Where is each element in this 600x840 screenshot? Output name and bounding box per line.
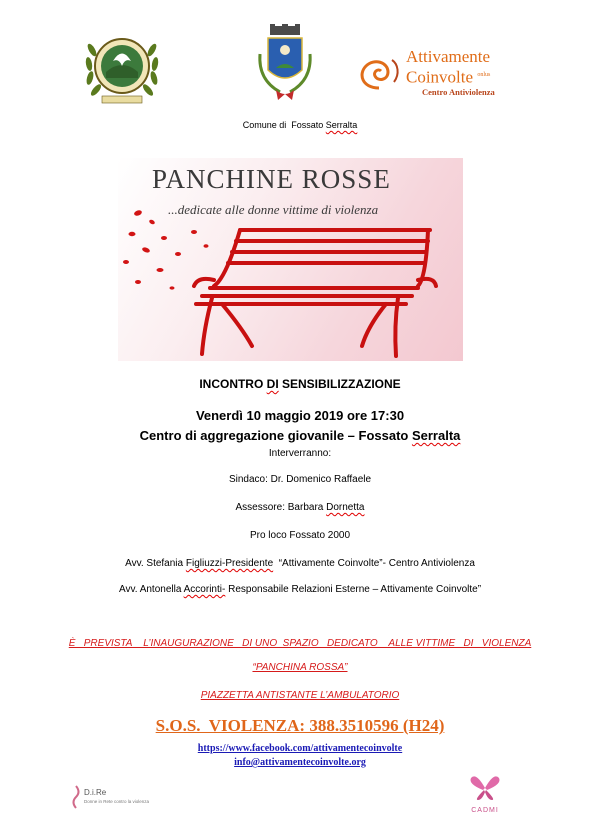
speaker-external-relations: Avv. Antonella Accorinti- Responsabile Relazioni Esterne – Attivamente Coinvolte” [118,584,482,595]
municipal-crest-logo [254,24,316,108]
speaker-proloco: Pro loco Fossato 2000 [249,530,351,541]
speaker-president: Avv. Stefania Figliuzzi-Presidente “Attivamente Coinvolte”- Centro Antiviolenza [125,558,475,569]
inauguration-notice: È PREVISTA L’INAUGURAZIONE DI UNO SPAZIO DEDICATO ALLE VITTIME DI VIOLENZA [68,638,532,649]
email-link[interactable]: info@attivamentecoinvolte.org [234,757,366,768]
email-link-row [0,752,600,770]
dire-logo [70,784,180,812]
banner-title: PANCHINE ROSSE [152,164,391,194]
red-bench-illustration [118,158,463,361]
dire-tagline: Donne in Rete contro la violenza [84,799,150,804]
association-seal-logo [84,28,160,108]
bench-name-notice: “PANCHINA ROSSA” [252,662,348,673]
cadmi-logo [468,772,502,816]
banner-subtitle: ...dedicate alle donne vittime di violenza [168,202,379,217]
brand-name-line1: Attivamente [406,47,491,66]
cadmi-label: CADMI [471,807,499,814]
event-heading: INCONTRO DI SENSIBILIZZAZIONE [199,377,401,391]
location-notice: PIAZZETTA ANTISTANTE L’AMBULATORIO [200,690,400,701]
panchine-rosse-banner [118,158,463,361]
speakers-intro: Interverranno: [268,448,332,459]
swirl-icon [354,52,404,92]
dire-mark-icon [70,784,82,812]
speaker-mayor: Sindaco: Dr. Domenico Raffaele [228,474,372,485]
event-place: Centro di aggregazione giovanile – Fossato Serralta [139,428,461,443]
speaker-councillor: Assessore: Barbara Dornetta [235,502,365,513]
dire-name: D.i.Re [84,788,107,797]
brand-name-line2: Coinvolte $^{onlus}$ [406,67,491,87]
brand-subtitle: Centro Antiviolenza [422,86,495,97]
butterfly-icon [468,772,502,802]
sos-hotline: S.O.S. VIOLENZA: 388.3510596 (H24) [155,716,445,735]
attivamente-coinvolte-logo [354,48,514,102]
municipality-caption: Comune di Fossato Serralta [242,120,358,130]
facebook-link[interactable]: https://www.facebook.com/attivamentecoinvolte [197,743,403,754]
event-date: Venerdì 10 maggio 2019 ore 17:30 [195,408,405,423]
